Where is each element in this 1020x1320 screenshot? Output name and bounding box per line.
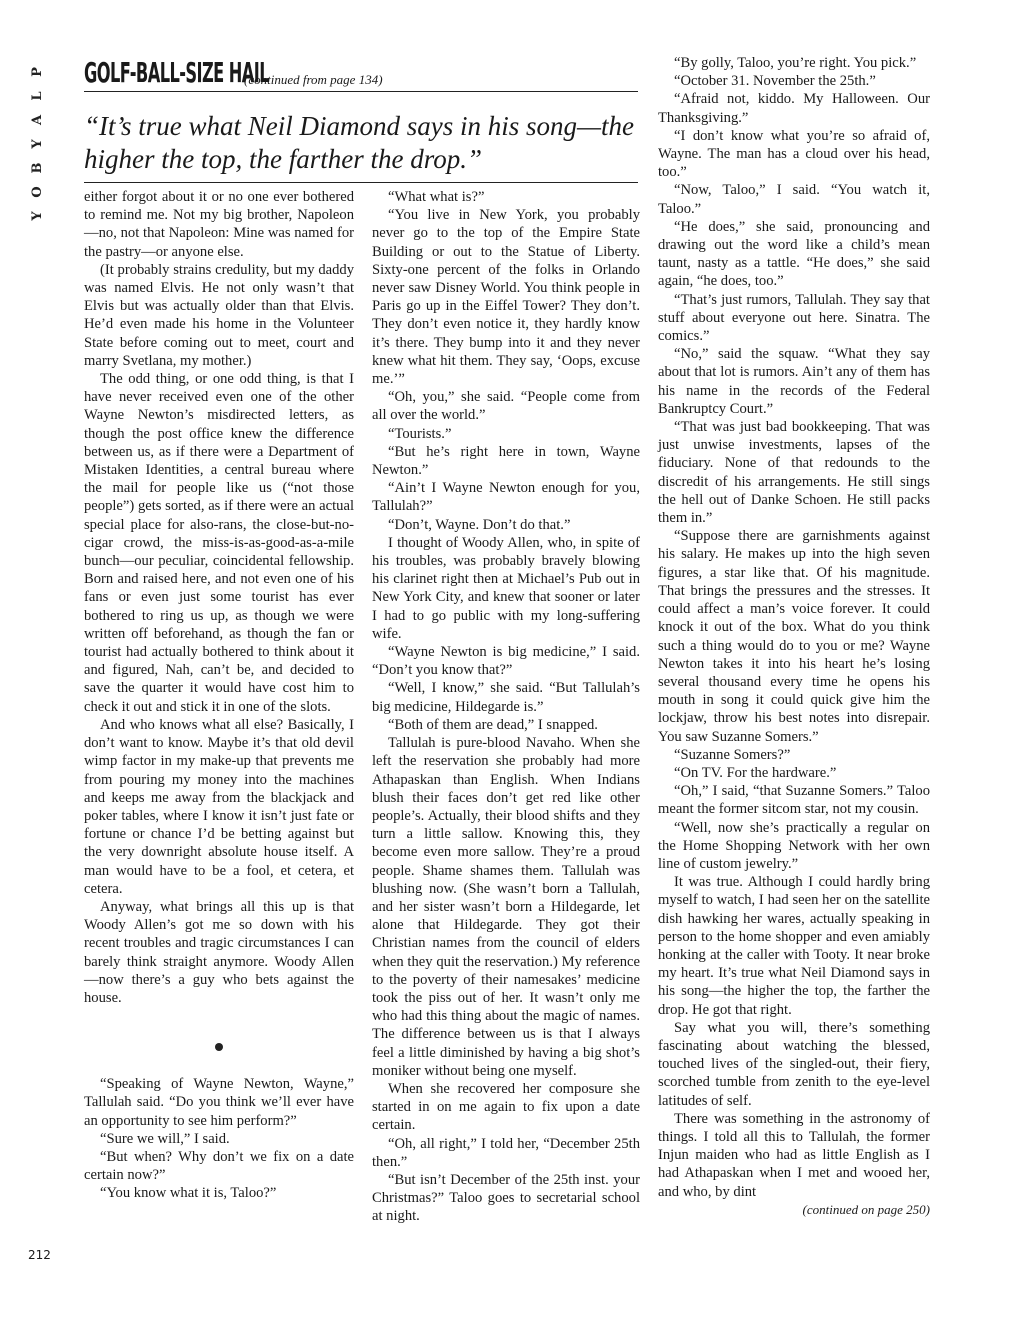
paragraph: “Sure we will,” I said. bbox=[100, 1130, 230, 1147]
paragraph: I thought of Woody Allen, who, in spite of his troubles, was probably bravely blowing his clarinet right then at Michael’s Pub out in New York City, and knew that sooner or later I had to go public with my long-suffering wife. bbox=[372, 534, 640, 642]
paragraph: “Oh, you,” she said. “People come from all over the world.” bbox=[372, 389, 640, 424]
logo-letter: Y bbox=[30, 211, 45, 221]
paragraph: Anyway, what brings all this up is that Woody Allen’s got me so down with his recent troubles and tragic circumstances I can barely think straight anymore. Woody Allen—now there’s a guy who bets against the house. bbox=[84, 898, 354, 1006]
text-column-3 bbox=[658, 54, 930, 1219]
article-header bbox=[84, 56, 638, 92]
logo-letter: A bbox=[30, 114, 45, 126]
paragraph: “Well, I know,” she said. “But Tallulah’s big medicine, Hildegarde is.” bbox=[372, 680, 640, 715]
paragraph: “Tourists.” bbox=[388, 425, 452, 442]
paragraph: “Both of them are dead,” I snapped. bbox=[388, 716, 598, 733]
paragraph: “Afraid not, kiddo. My Halloween. Our Thanksgiving.” bbox=[658, 91, 930, 126]
paragraph: “I don’t know what you’re so afraid of, Wayne. The man has a cloud over his head, too.” bbox=[658, 127, 930, 181]
paragraph: “Well, now she’s practically a regular on the Home Shopping Network with her own line of custom jewelry.” bbox=[658, 819, 930, 872]
pull-quote-rule bbox=[84, 182, 638, 183]
paragraph: “But when? Why don’t we fix on a date certain now?” bbox=[84, 1148, 354, 1184]
paragraph: “October 31. November the 25th.” bbox=[674, 73, 876, 90]
pull-quote: “It’s true what Neil Diamond says in his song—the higher the top, the farther the drop.” bbox=[84, 111, 635, 174]
header-rule bbox=[84, 91, 638, 92]
paragraph: “Suppose there are garnishments against his salary. He makes up into the high seven figures, a star like that. Of his magnitude. That brings the pressures and the stresses. It could affect a man’s voice forever. It could knock it out of the box. What do you think such a thing would do to you or me? Wayne Newton takes it into his heart he’s losing several thousand every time he opens his mouth in song it could quick give him the lockjaw, throw his best notes into disrepair. You saw Suzanne Somers.” bbox=[658, 528, 930, 745]
continued-from-note: (continued from page 134) bbox=[244, 72, 383, 87]
text-column-2 bbox=[372, 188, 640, 1226]
paragraph: “He does,” she said, pronouncing and drawing out the word like a child’s mean taunt, nasty as a tattle. “He does,” she said again, “he does, too.” bbox=[658, 218, 930, 290]
paragraph: “What what is?” bbox=[388, 189, 485, 205]
paragraph: “You live in New York, you probably never go to the top of the Empire State Building or out to the Statue of Liberty. Sixty-one percent of the folks in Orlando never saw Disney World. You think people in Paris go up in the Eiffel Tower? They don’t. They don’t even notice it, they hardly know it’s there. They bump into it and they never knew what hit them. They say, ‘Oops, excuse me.’” bbox=[372, 207, 640, 388]
logo-letter: Y bbox=[30, 139, 45, 149]
paragraph: either forgot about it or no one ever bothered to remind me. Not my big brother, Napoleon—no, not that Napoleon: Mine was named for the pastry—or anyone else. bbox=[84, 189, 354, 260]
page-number: 212 bbox=[28, 1248, 51, 1262]
paragraph: “You know what it is, Taloo?” bbox=[100, 1185, 277, 1202]
paragraph: Say what you will, there’s something fascinating about watching the blessed, touched lives of the singled-out, their fiery, scorched tumble from zenith to the eye-level latitudes of self. bbox=[658, 1019, 930, 1109]
playboy-sidebar-logo bbox=[30, 60, 46, 228]
paragraph: It was true. Although I could hardly bring myself to watch, I had seen her on the satellite dish hawking her wares, actually speaking in person to the home shopper and even amiably honking at the caller with Tooty. It near broke my heart. It’s true what Neil Diamond says in his song—the higher the top, the farther the drop. He got that right. bbox=[658, 874, 930, 1018]
paragraph: When she recovered her composure she started in on me again to fix upon a date certain. bbox=[372, 1080, 640, 1134]
paragraph: “Speaking of Wayne Newton, Wayne,” Tallulah said. “Do you think we’ll ever have an opportunity to see him perform?” bbox=[84, 1076, 354, 1129]
article-kicker: GOLF-BALL-SIZE HAIL bbox=[84, 56, 270, 89]
paragraph: “Oh, all right,” I told her, “December 25th then.” bbox=[372, 1135, 640, 1170]
logo-letter: L bbox=[30, 91, 45, 101]
paragraph: And who knows what all else? Basically, I don’t want to know. Maybe it’s that old devil wimp factor in my make-up that prevents me from pouring my money into the machines and keeps me away from the blackjack and poker tables, where I know it isn’t just fate or fortune or chance I’d be betting against but the very downright absolute house itself. A man would have to be a fool, et cetera, et cetera. bbox=[84, 716, 354, 897]
paragraph: “Don’t, Wayne. Don’t do that.” bbox=[388, 516, 571, 533]
paragraph: “Ain’t I Wayne Newton enough for you, Tallulah?” bbox=[372, 480, 640, 515]
paragraph: “Oh,” I said, “that Suzanne Somers.” Taloo meant the former sitcom star, not my cousin. bbox=[658, 783, 930, 818]
paragraph: “But isn’t December of the 25th inst. your Christmas?” Taloo goes to secretarial school at night. bbox=[372, 1171, 640, 1225]
paragraph: Tallulah is pure-blood Navaho. When she left the reservation she probably had more Athapaskan than English. When Indians blush their faces don’t get red like other people’s. Actually, their blood shifts and they turn a little sallow. Knowing this, they become even more sallow. They’re a proud people. Shame shames them. Tallulah was blushing now. (She wasn’t born a Tallulah, and her sister wasn’t born a Hildegarde, let alone that Hildegarde. They got their Christian names from the council of elders when they quit the reservation.) My reference to the poverty of their namesakes’ medicine took the piss out of her. It wasn’t only me who had this thing about the magic of names. The difference between us is that I always feel a little diminished by having a big shot’s moniker without being one myself. bbox=[372, 735, 640, 1079]
paragraph: “No,” said the squaw. “What they say about that lot is rumors. Ain’t any of them has his name in the records of the Federal Bankruptcy Court.” bbox=[658, 346, 930, 417]
paragraph: “Wayne Newton is big medicine,” I said. “Don’t you know that?” bbox=[372, 644, 640, 679]
paragraph: “Now, Taloo,” I said. “You watch it, Taloo.” bbox=[658, 182, 930, 217]
logo-letter: B bbox=[30, 162, 45, 174]
paragraph: “That’s just rumors, Tallulah. They say that stuff about everyone out here. Sinatra. The comics.” bbox=[658, 291, 930, 345]
paragraph: “But he’s right here in town, Wayne Newton.” bbox=[372, 443, 640, 479]
text-column-1 bbox=[84, 188, 354, 1203]
paragraph: “Suzanne Somers?” bbox=[674, 746, 791, 763]
logo-letter: P bbox=[30, 67, 45, 77]
section-break-dot bbox=[215, 1043, 223, 1051]
paragraph: There was something in the astronomy of things. I told all this to Tallulah, the former Injun maiden who had as little English as I had Athapaskan when I met and wooed her, and who, by dint bbox=[658, 1110, 930, 1200]
paragraph: (It probably strains credulity, but my daddy was named Elvis. He not only wasn’t that Elvis but was actually older than that Elvis. He’d even made his home in the Volunteer State before coming out to meet, court and marry Svetlana, my mother.) bbox=[84, 261, 354, 369]
paragraph: “That was just bad bookkeeping. That was just unwise investments, lapses of the fiduciary. None of that redounds to the discredit of his arrangements. He still sings the hell out of Danke Schoen. He still packs them in.” bbox=[658, 419, 930, 527]
paragraph: “On TV. For the hardware.” bbox=[674, 764, 837, 781]
paragraph: The odd thing, or one odd thing, is that I have never received even one of the other Wayne Newton’s misdirected letters, as though the post office knew the difference between us, as if there were a Department of Mistaken Identities, a central bureau where the mail for people like us (“not those people”) gets sorted, as if there were an actual special place for also-rans, the close-but-no-cigar crowd, the miss-is-as-good-as-a-mile bunch—our peculiar, coincidental fellowship. Born and raised here, and not even one of his fans or even just some tourist has ever bothered to ring us up, as though we were written off beforehand, as though the fan or tourist had actually bothered to think about it and figured, Nah, can’t be, and decided to save the quarter it would have cost him to check it out and stick it in one of the slots. bbox=[84, 371, 354, 715]
logo-letter: O bbox=[30, 186, 45, 198]
paragraph: “By golly, Taloo, you’re right. You pick.” bbox=[674, 55, 917, 71]
continued-to-note: (continued on page 250) bbox=[802, 1201, 930, 1217]
